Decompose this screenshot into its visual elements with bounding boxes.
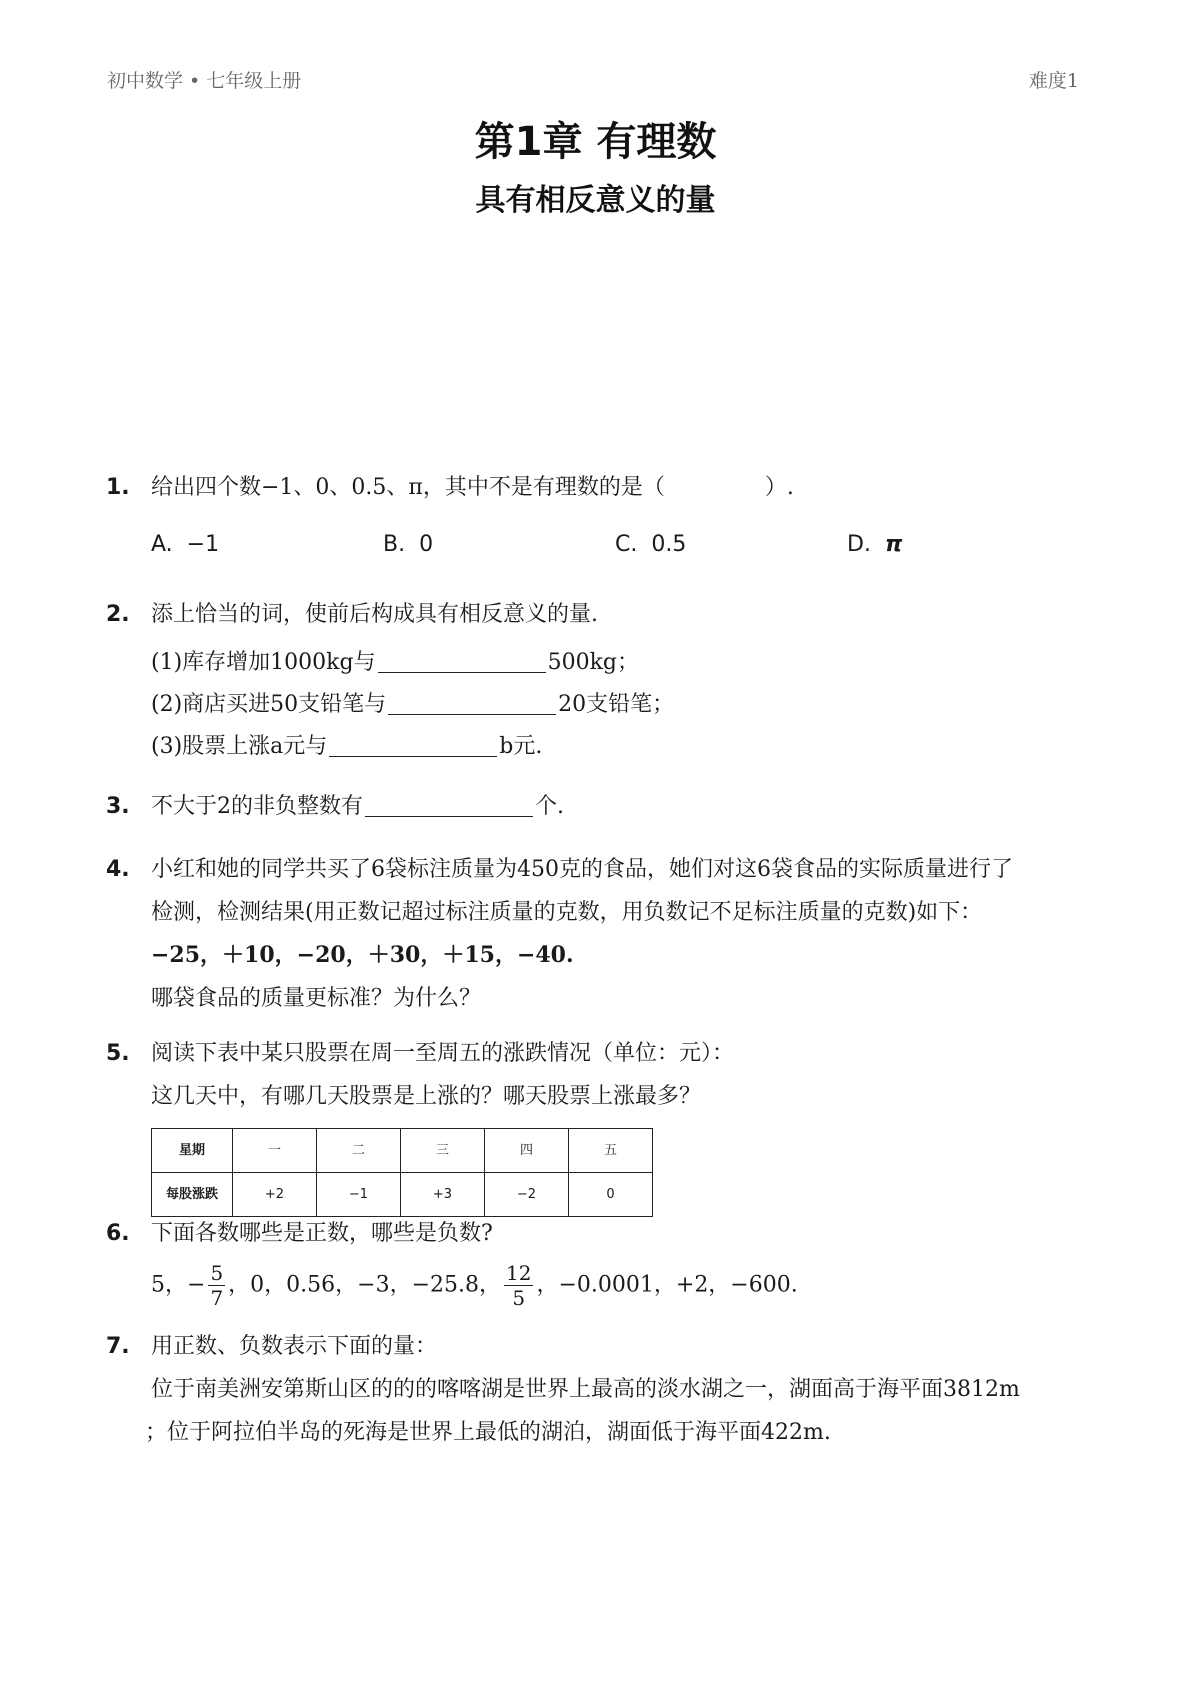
- sub-question-3: (3)股票上涨a元与 b元.: [151, 726, 1101, 768]
- question-number: 7.: [106, 1334, 130, 1359]
- table-cell: 一: [233, 1129, 317, 1173]
- question-1: [106, 466, 1101, 566]
- question-text: ；位于阿拉伯半岛的死海是世界上最低的湖泊，湖面低于海平面422m.: [145, 1420, 831, 1445]
- question-text: 位于南美洲安第斯山区的的的喀喀湖是世界上最高的淡水湖之一，湖面高于海平面3812m: [151, 1377, 1020, 1402]
- table-cell: −1: [317, 1173, 401, 1217]
- table-row: [152, 1173, 653, 1217]
- option-b: B. 0: [383, 532, 434, 557]
- question-text: 下面各数哪些是正数，哪些是负数?: [151, 1221, 493, 1246]
- table-cell: −2: [485, 1173, 569, 1217]
- question-number: 3.: [106, 794, 130, 819]
- stock-table: [151, 1128, 653, 1217]
- question-number: 2.: [106, 602, 130, 627]
- question-number: 6.: [106, 1221, 130, 1246]
- measurements: −25，＋10，−20，＋30，＋15，−40.: [151, 942, 574, 968]
- question-6: [106, 1212, 1101, 1310]
- question-text: 不大于2的非负整数有 个.: [151, 785, 1101, 828]
- answer-blank: [329, 730, 497, 757]
- sub-question-1: (1)库存增加1000kg与 500kg；: [151, 642, 1101, 684]
- table-cell: 0: [569, 1173, 653, 1217]
- question-text: 添上恰当的词，使前后构成具有相反意义的量.: [151, 602, 598, 627]
- question-number: 4.: [106, 857, 130, 882]
- sub-question-2: (2)商店买进50支铅笔与 20支铅笔；: [151, 684, 1101, 726]
- question-text: 阅读下表中某只股票在周一至周五的涨跌情况（单位：元）：: [151, 1041, 735, 1066]
- question-text: 小红和她的同学共买了6袋标注质量为450克的食品，她们对这6袋食品的实际质量进行了: [151, 857, 1013, 882]
- question-2: [106, 593, 1101, 768]
- table-cell: 二: [317, 1129, 401, 1173]
- option-c: C. 0.5: [615, 532, 687, 557]
- option-a: A. −1: [151, 532, 220, 557]
- question-text: 给出四个数−1、0、0.5、π，其中不是有理数的是（ ）.: [151, 475, 794, 500]
- page-title: 第1章 有理数: [474, 119, 717, 165]
- page-subtitle: 具有相反意义的量: [475, 183, 716, 218]
- table-cell: 三: [401, 1129, 485, 1173]
- question-number: 5.: [106, 1041, 130, 1066]
- fraction: $\frac{12}{5}$: [506, 1261, 532, 1310]
- option-d: D. π: [847, 532, 903, 557]
- table-cell: 星期: [152, 1129, 233, 1173]
- table-cell: +3: [401, 1173, 485, 1217]
- question-text: 检测，检测结果(用正数记超过标注质量的克数，用负数记不足标注质量的克数)如下：: [151, 900, 983, 925]
- options: [151, 523, 1101, 566]
- question-3: [106, 785, 1101, 828]
- table-cell: 五: [569, 1129, 653, 1173]
- question-number: 1.: [106, 475, 130, 500]
- header-right: 难度1: [1028, 70, 1079, 92]
- question-text: 哪袋食品的质量更标准？为什么？: [151, 986, 482, 1011]
- answer-blank: [388, 688, 556, 715]
- number-list: 5，− $\frac{5}{7}$ ，0，0.56，−3，−25.8， $\frac{12}{5}$ ，−0.0001，+2，−600.: [151, 1261, 798, 1310]
- question-7: [106, 1325, 1101, 1454]
- question-4: [106, 848, 1101, 1020]
- table-cell: 每股涨跌: [152, 1173, 233, 1217]
- question-text: 这几天中，有哪几天股票是上涨的？哪天股票上涨最多？: [151, 1084, 702, 1109]
- answer-blank: [378, 646, 546, 673]
- table-cell: +2: [233, 1173, 317, 1217]
- answer-blank: [365, 790, 533, 817]
- table-cell: 四: [485, 1129, 569, 1173]
- question-5: [106, 1032, 1101, 1217]
- fraction: $\frac{5}{7}$: [210, 1261, 224, 1310]
- table-row: [152, 1129, 653, 1173]
- header-left: 初中数学 • 七年级上册: [107, 70, 302, 92]
- question-text: 用正数、负数表示下面的量：: [151, 1334, 438, 1359]
